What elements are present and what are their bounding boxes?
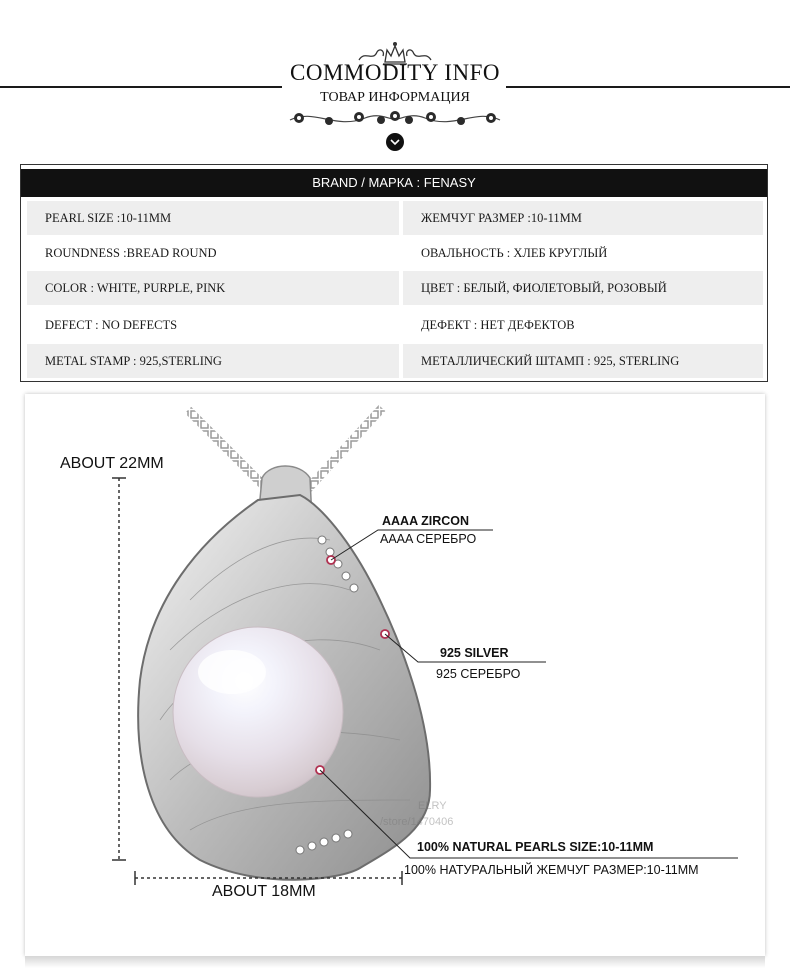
pearl-label-ru: 100% НАТУРАЛЬНЫЙ ЖЕМЧУГ РАЗМЕР:10-11MM xyxy=(404,863,699,877)
silver-label-ru: 925 СЕРЕБРО xyxy=(436,667,521,681)
spec-pearl-size-ru: ЖЕМЧУГ РАЗМЕР :10-11MM xyxy=(403,201,763,235)
zircon-label-ru: AAAA СЕРЕБРО xyxy=(380,532,477,546)
spec-defect-ru: ДЕФЕКТ : НЕТ ДЕФЕКТОВ xyxy=(421,318,575,332)
width-label: ABOUT 18MM xyxy=(212,883,316,900)
spec-defect: DEFECT : NO DEFECTS xyxy=(45,318,178,332)
page-subtitle: ТОВАР ИНФОРМАЦИЯ xyxy=(320,90,470,105)
page-title: COMMODITY INFO xyxy=(290,60,500,85)
brand-bar: BRAND / МАРКА : FENASY xyxy=(21,169,767,197)
pearl-label: 100% NATURAL PEARLS SIZE:10-11MM xyxy=(417,840,654,854)
spec-pearl-size: PEARL SIZE :10-11MM xyxy=(27,201,399,235)
spec-color: COLOR : WHITE, PURPLE, PINK xyxy=(27,271,399,305)
watermark-url: /store/1470406 xyxy=(380,816,454,828)
chain-left xyxy=(188,410,268,490)
spec-roundness: ROUNDNESS :BREAD ROUND xyxy=(45,246,217,260)
height-label: ABOUT 22MM xyxy=(60,455,164,472)
zircon-label: AAAA ZIRCON xyxy=(382,514,470,528)
chain-right xyxy=(305,408,382,492)
silver-label: 925 SILVER xyxy=(440,646,509,660)
spec-roundness-ru: ОВАЛЬНОСТЬ : ХЛЕБ КРУГЛЫЙ xyxy=(421,246,608,260)
spec-metal-stamp: METAL STAMP : 925,STERLING xyxy=(27,344,399,378)
spec-metal-stamp-ru: МЕТАЛЛИЧЕСКИЙ ШТАМП : 925, STERLING xyxy=(403,344,763,378)
spec-color-ru: ЦВЕТ : БЕЛЫЙ, ФИОЛЕТОВЫЙ, РОЗОВЫЙ xyxy=(403,271,763,305)
watermark-text: ELRY xyxy=(418,800,447,812)
